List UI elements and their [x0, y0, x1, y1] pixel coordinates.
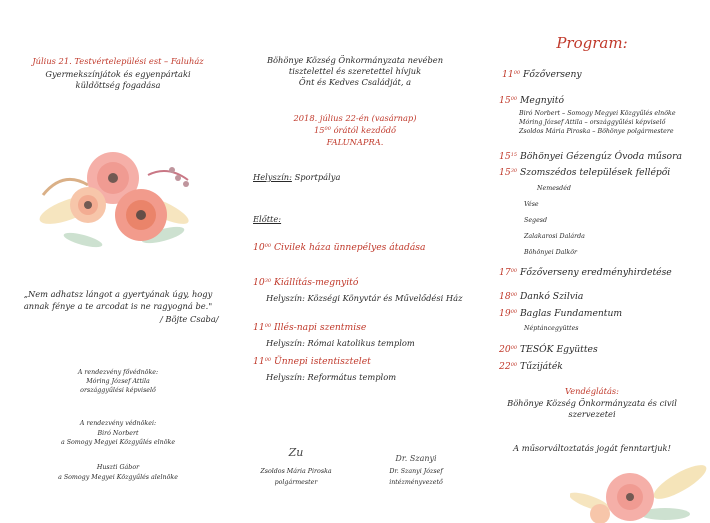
program-heading: Program: — [556, 34, 628, 52]
right-column — [474, 0, 710, 523]
hosts-label: Vendéglátás: — [565, 386, 619, 396]
signature-1-mark: Zu — [288, 446, 304, 459]
program-item-3-hour: 15 — [499, 151, 511, 162]
program-item-9 — [499, 361, 563, 373]
signature-2-name: Dr. Szanyi József — [389, 468, 443, 475]
venue-row — [253, 172, 340, 183]
program-item-4-sub-4: Zalakarosi Dalárda — [524, 233, 585, 240]
signature-1-role: polgármester — [274, 479, 318, 486]
middle-item-4-sup: 00 — [264, 357, 272, 363]
middle-item-3-text: Illés-napi szentmise — [274, 322, 367, 333]
program-item-2-hour: 15 — [499, 95, 511, 106]
middle-item-3-sup: 00 — [264, 323, 272, 329]
patron-name: Móring József Attila — [86, 378, 150, 385]
middle-item-1-text: Civilek háza ünnepélyes átadása — [274, 242, 426, 253]
middle-item-2 — [253, 277, 358, 289]
program-item-5-text: Főzőverseny eredményhirdetése — [520, 267, 672, 278]
program-item-6-sup: 00 — [510, 292, 518, 298]
program-item-4-sub-5: Böhönyei Dalkör — [524, 249, 578, 256]
event-desc-2: küldöttség fogadása — [75, 80, 161, 90]
quote-line-1: „Nem adhatsz lángot a gyertyának úgy, hogy — [23, 289, 213, 299]
event-title: Július 21. Testvértelepülési est – Faluház — [32, 56, 204, 66]
middle-item-2-hour: 10 — [253, 277, 265, 288]
middle-item-3-venue: Helyszín: Római katolikus templom — [266, 338, 415, 348]
signature-2-role: intézményvezető — [389, 479, 443, 486]
corner-flower-illustration — [570, 452, 710, 523]
flower-bouquet-illustration — [28, 140, 198, 258]
program-item-1-hour: 11 — [502, 69, 514, 80]
program-item-3-sup: 15 — [510, 152, 518, 158]
middle-item-4-venue: Helyszín: Református templom — [266, 372, 397, 382]
program-item-6 — [499, 291, 583, 303]
program-item-2 — [499, 95, 564, 107]
program-item-2-text: Megnyitó — [520, 95, 564, 106]
reserve-note: A műsorváltoztatás jogát fenntartjuk! — [513, 443, 671, 453]
program-item-5 — [499, 267, 672, 279]
before-label: Előtte: — [253, 214, 282, 224]
program-item-4-sub-1: Nemesdéd — [537, 185, 571, 192]
invite-line-3: Önt és Kedves Családját, a — [298, 77, 412, 87]
middle-item-1-hour: 10 — [253, 242, 265, 253]
program-item-1-text: Főzőverseny — [523, 69, 582, 80]
date-line-2 — [236, 125, 474, 136]
middle-column — [236, 0, 474, 523]
program-item-9-hour: 22 — [499, 361, 511, 372]
date-line-1: 2018. július 22-én (vasárnap) — [293, 113, 417, 123]
patron-2-name: Biró Norbert — [97, 430, 139, 437]
patron-role: országgyűlési képviselő — [80, 387, 156, 394]
middle-item-2-sup: 30 — [264, 278, 272, 284]
patron-2-role: a Somogy Megyei Közgyűlés elnöke — [60, 439, 176, 446]
program-item-1-sup: 00 — [513, 70, 521, 76]
program-item-8-hour: 20 — [499, 344, 511, 355]
program-item-7-text: Baglas Fundamentum — [520, 308, 623, 319]
date-hour: 15 — [313, 125, 325, 135]
middle-item-2-text: Kiállítás-megnyitó — [274, 277, 359, 288]
program-item-4-text: Szomszédos települések fellépői — [520, 167, 671, 178]
program-item-8 — [499, 344, 598, 356]
program-item-8-sup: 00 — [510, 345, 518, 351]
date-line-3: FALUNAPRA. — [326, 137, 384, 147]
patron-3-role: a Somogy Megyei Közgyűlés alelnöke — [58, 474, 178, 481]
middle-item-4 — [253, 356, 371, 368]
program-item-6-hour: 18 — [499, 291, 511, 302]
quote-line-2: annak fénye a te arcodat is ne ragyogná be." — [23, 301, 213, 311]
program-item-6-text: Dankó Szilvia — [520, 291, 584, 302]
date-line-2-rest: órától kezdődő — [333, 125, 397, 135]
program-item-7-sup: 00 — [510, 309, 518, 315]
signature-1-name: Zsoldos Mária Piroska — [260, 468, 332, 475]
quote-author: / Böjte Csaba/ — [160, 314, 219, 324]
program-item-5-hour: 17 — [499, 267, 511, 278]
left-column — [0, 0, 236, 523]
invite-line-2: tisztelettel és szeretettel hívjuk — [288, 66, 422, 76]
program-item-4-sub-3: Segesd — [524, 217, 548, 224]
program-item-2-sub-2: Móring József Attila – országgyűlési képviselő — [519, 119, 666, 126]
program-item-1 — [502, 69, 582, 81]
program-item-4-hour: 15 — [499, 167, 511, 178]
program-item-8-text: TESÓK Együttes — [520, 344, 598, 355]
program-item-3-text: Böhönyei Gézengúz Óvoda műsora — [520, 151, 682, 162]
program-item-7-hour: 19 — [499, 308, 511, 319]
program-item-7-sub-1: Néptáncegyüttes — [524, 325, 579, 332]
middle-item-3-hour: 11 — [253, 322, 265, 333]
program-item-2-sub-3: Zsoldos Mária Piroska – Böhönye polgármestere — [519, 128, 674, 135]
program-item-4-sup: 30 — [510, 168, 518, 174]
program-item-9-sup: 00 — [510, 362, 518, 368]
middle-item-4-text: Ünnepi istentisztelet — [274, 356, 371, 367]
patron-3-name: Huszti Gábor — [96, 464, 140, 471]
venue-value: Sportpálya — [294, 172, 341, 182]
program-item-3 — [499, 151, 682, 163]
hosts-line-1: Böhönye Község Önkormányzata és civil — [507, 398, 677, 408]
middle-item-2-venue: Helyszín: Községi Könyvtár és Művelődési Ház — [266, 293, 463, 303]
middle-item-1-sup: 00 — [264, 243, 272, 249]
program-item-9-text: Tűzijáték — [520, 361, 563, 372]
program-item-4-sub-2: Vése — [524, 201, 539, 208]
venue-label: Helyszín: — [253, 172, 292, 182]
program-item-2-sup: 00 — [510, 96, 518, 102]
patron-label: A rendezvény fővédnöke: — [77, 369, 159, 376]
event-desc-1: Gyermekszínjátok és egyenpártaki — [45, 69, 191, 79]
invite-line-1: Böhönye Község Önkormányzata nevében — [266, 55, 444, 65]
program-item-2-sub-1: Biró Norbert – Somogy Megyei Közgyűlés elnöke — [519, 110, 676, 117]
program-item-5-sup: 00 — [510, 268, 518, 274]
date-hour-sup: 00 — [324, 126, 331, 132]
signature-2-mark: Dr. Szanyi — [395, 454, 437, 463]
middle-item-1 — [253, 242, 426, 254]
hosts-line-2: szervezetei — [568, 409, 616, 419]
middle-item-4-hour: 11 — [253, 356, 265, 367]
program-item-7 — [499, 308, 622, 320]
middle-item-3 — [253, 322, 366, 334]
program-item-4 — [499, 167, 670, 179]
patrons-label: A rendezvény védnökei: — [79, 420, 157, 427]
